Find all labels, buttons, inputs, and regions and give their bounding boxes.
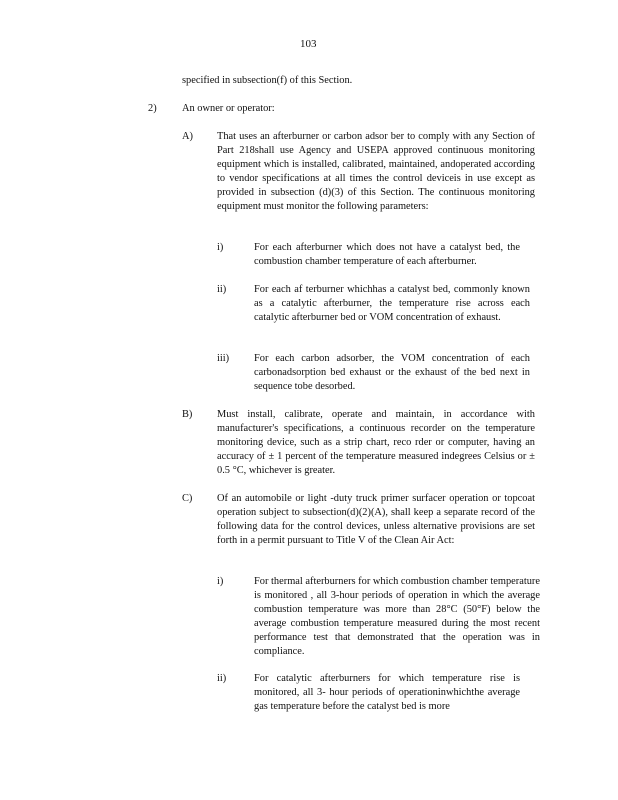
item-A-iii-label: iii) [217,353,230,364]
item-A-text: That uses an afterburner or carbon adsor ber to comply with any Section of Part 218shall use Agency and USEPA approved continuous monitoring equipment which is installed, calibrated, maintained, andoperated according to vendor specifications at all times the control deviceis in use except as provided in subsection (d)(3) of this Section. The continuous monitoring equipment must monitor the following parameters: [217,131,535,212]
item-A-i-label: i) [217,242,224,253]
item-A-iii-text: For each carbon adsorber, the VOM concentration of each carbonadsorption bed exhaust or the exhaust of the bed next in sequence tobe desorbed. [254,353,530,392]
item-B-label: B) [182,409,193,420]
item-A-label: A) [182,131,193,142]
item-A-ii-label: ii) [217,284,227,295]
item-A-ii-text: For each af terburner whichhas a catalyst bed, commonly known as a catalytic afterburner, the temperature rise across each catalytic afterburner bed or VOM concentration of exhaust. [254,284,530,323]
item-2-text: An owner or operator: [182,103,275,114]
page-number: 103 [300,38,317,50]
item-2-label: 2) [148,103,157,114]
item-C-ii-text: For catalytic afterburners for which temperature rise is monitored, all 3- hour periods of operationinwhichthe average gas temperature before the catalyst bed is more [254,673,520,712]
item-C-i-text: For thermal afterburners for which combustion chamber temperature is monitored , all 3-hour periods of operation in which the average combustion temperature was more than 28°C (50°F) below the average combustion temperature measured during the most recent performance test that demonstrated that the operation was in compliance. [254,576,540,657]
continuation-line: specified in subsection(f) of this Section. [182,75,353,86]
item-C-label: C) [182,493,193,504]
item-C-text: Of an automobile or light -duty truck primer surfacer operation or topcoat operation subject to subsection(d)(2)(A), shall keep a separate record of the following data for the control devices, unless alternative provisions are set forth in a permit pursuant to Title V of the Clean Air Act: [217,493,535,546]
item-C-i-label: i) [217,576,224,587]
item-A-i-text: For each afterburner which does not have a catalyst bed, the combustion chamber temperature of each afterburner. [254,242,520,267]
item-B-text: Must install, calibrate, operate and maintain, in accordance with manufacturer's specifications, a continuous recorder on the temperature monitoring device, such as a strip chart, reco rder or computer, having an accuracy of ± 1 percent of the temperature measured indegrees Celsius or ± 0.5 °C, whichever is greater. [217,409,535,476]
item-C-ii-label: ii) [217,673,227,684]
